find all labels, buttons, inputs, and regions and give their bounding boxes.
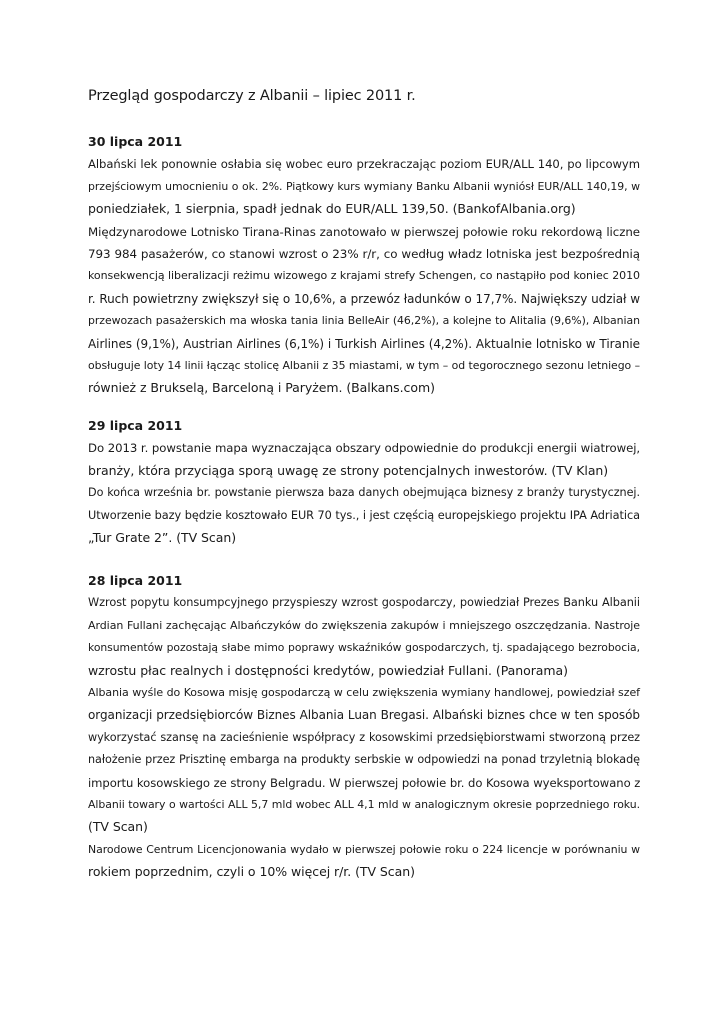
news-section-30-july (88, 131, 640, 400)
paragraph-line: (TV Scan) (88, 819, 148, 835)
paragraph-line: obsługuje loty 14 linii łącząc stolicę Albanii z 35 miastami, w tym – od tegorocznego sezonu letniego – (88, 359, 640, 373)
paragraph-line: branży, która przyciąga sporą uwagę ze strony potencjalnych inwestorów. (TV Klan) (88, 462, 609, 478)
paragraph-line: wykorzystać szansę na zacieśnienie współpracy z kosowskimi przedsiębiorstwami stworzoną przez (88, 730, 640, 744)
news-paragraph (88, 482, 640, 549)
paragraph-line: Międzynarodowe Lotnisko Tirana-Rinas zanotowało w pierwszej połowie roku rekordową liczne (88, 224, 640, 239)
paragraph-line: organizacji przedsiębiorców Biznes Albania Luan Bregasi. Albański biznes chce w ten sposób (88, 708, 640, 723)
paragraph-line: Wzrost popytu konsumpcyjnego przyspieszy wzrost gospodarczy, powiedział Prezes Banku Albanii (88, 596, 640, 610)
paragraph-line: przewozach pasażerskich ma włoska tania linia BelleAir (46,2%), a kolejne to Alitalia (9,6%), Albanian (88, 314, 640, 328)
paragraph-line: Narodowe Centrum Licencjonowania wydało w pierwszej połowie roku o 224 licencje w porównaniu w (88, 842, 640, 856)
paragraph-line: r. Ruch powietrzny zwiększył się o 10,6%, a przewóz ładunków o 17,7%. Największy udział w (88, 291, 640, 306)
paragraph-line: „Tur Grate 2”. (TV Scan) (88, 530, 237, 546)
section-date-heading: 30 lipca 2011 (88, 134, 183, 149)
paragraph-line: konsekwencją liberalizacji reżimu wizowego z krajami strefy Schengen, co nastąpiło pod koniec 2010 (88, 269, 640, 283)
paragraph-line: Albański lek ponownie osłabia się wobec euro przekraczając poziom EUR/ALL 140, po lipcowym (88, 157, 640, 172)
news-paragraph (88, 437, 640, 482)
paragraph-line: poniedziałek, 1 sierpnia, spadł jednak do EUR/ALL 139,50. (BankofAlbania.org) (88, 201, 576, 217)
paragraph-line: rokiem poprzednim, czyli o 10% więcej r/r. (TV Scan) (88, 864, 415, 880)
paragraph-line: Ardian Fullani zachęcając Albańczyków do zwiększenia zakupów i mniejszego oszczędzania. Nastroje (88, 618, 640, 632)
paragraph-line: przejściowym umocnieniu o ok. 2%. Piątkowy kurs wymiany Banku Albanii wyniósł EUR/ALL 140,19, w (88, 179, 640, 193)
paragraph-line: importu kosowskiego ze strony Belgradu. W pierwszej połowie br. do Kosowa wyeksportowano z (88, 775, 641, 790)
paragraph-line: Albania wyśle do Kosowa misję gospodarczą w celu zwiększenia wymiany handlowej, powiedział szef (88, 686, 640, 700)
paragraph-line: również z Brukselą, Barceloną i Paryżem. (Balkans.com) (88, 380, 435, 396)
paragraph-line: konsumentów pozostają słabe mimo poprawy wskaźników gospodarczych, tj. spadającego bezrobocia, (88, 641, 640, 655)
paragraph-line: Do 2013 r. powstanie mapa wyznaczająca obszary odpowiednie do produkcji energii wiatrowej, (88, 441, 641, 456)
paragraph-line: Utworzenie bazy będzie kosztowało EUR 70 tys., i jest częścią europejskiego projektu IPA Adriatica (88, 508, 640, 522)
news-paragraph (88, 153, 640, 220)
news-paragraph (88, 682, 640, 839)
paragraph-line: wzrostu płac realnych i dostępności kredytów, powiedział Fullani. (Panorama) (88, 662, 568, 678)
news-section-29-july (88, 415, 640, 549)
paragraph-line: Do końca września br. powstanie pierwsza baza danych obejmująca biznesy z branży turystycznej. (88, 486, 640, 500)
paragraph-line: 793 984 pasażerów, co stanowi wzrost o 23% r/r, co według władz lotniska jest bezpośrednią (88, 247, 640, 262)
paragraph-line: nałożenie przez Prisztinę embarga na produkty serbskie w odpowiedzi na ponad trzyletnią blokadę (88, 753, 640, 767)
news-section-28-july (88, 570, 640, 884)
paragraph-line: Airlines (9,1%), Austrian Airlines (6,1%) i Turkish Airlines (4,2%). Aktualnie lotnisko w Tiranie (88, 336, 640, 351)
section-date-heading: 29 lipca 2011 (88, 418, 183, 433)
document-title: Przegląd gospodarczy z Albanii – lipiec 2011 r. (88, 88, 416, 104)
news-paragraph (88, 592, 640, 682)
news-paragraph (88, 221, 640, 400)
news-paragraph (88, 839, 640, 884)
paragraph-line: Albanii towary o wartości ALL 5,7 mld wobec ALL 4,1 mld w analogicznym okresie poprzedniego roku. (88, 798, 640, 812)
section-date-heading: 28 lipca 2011 (88, 573, 183, 588)
